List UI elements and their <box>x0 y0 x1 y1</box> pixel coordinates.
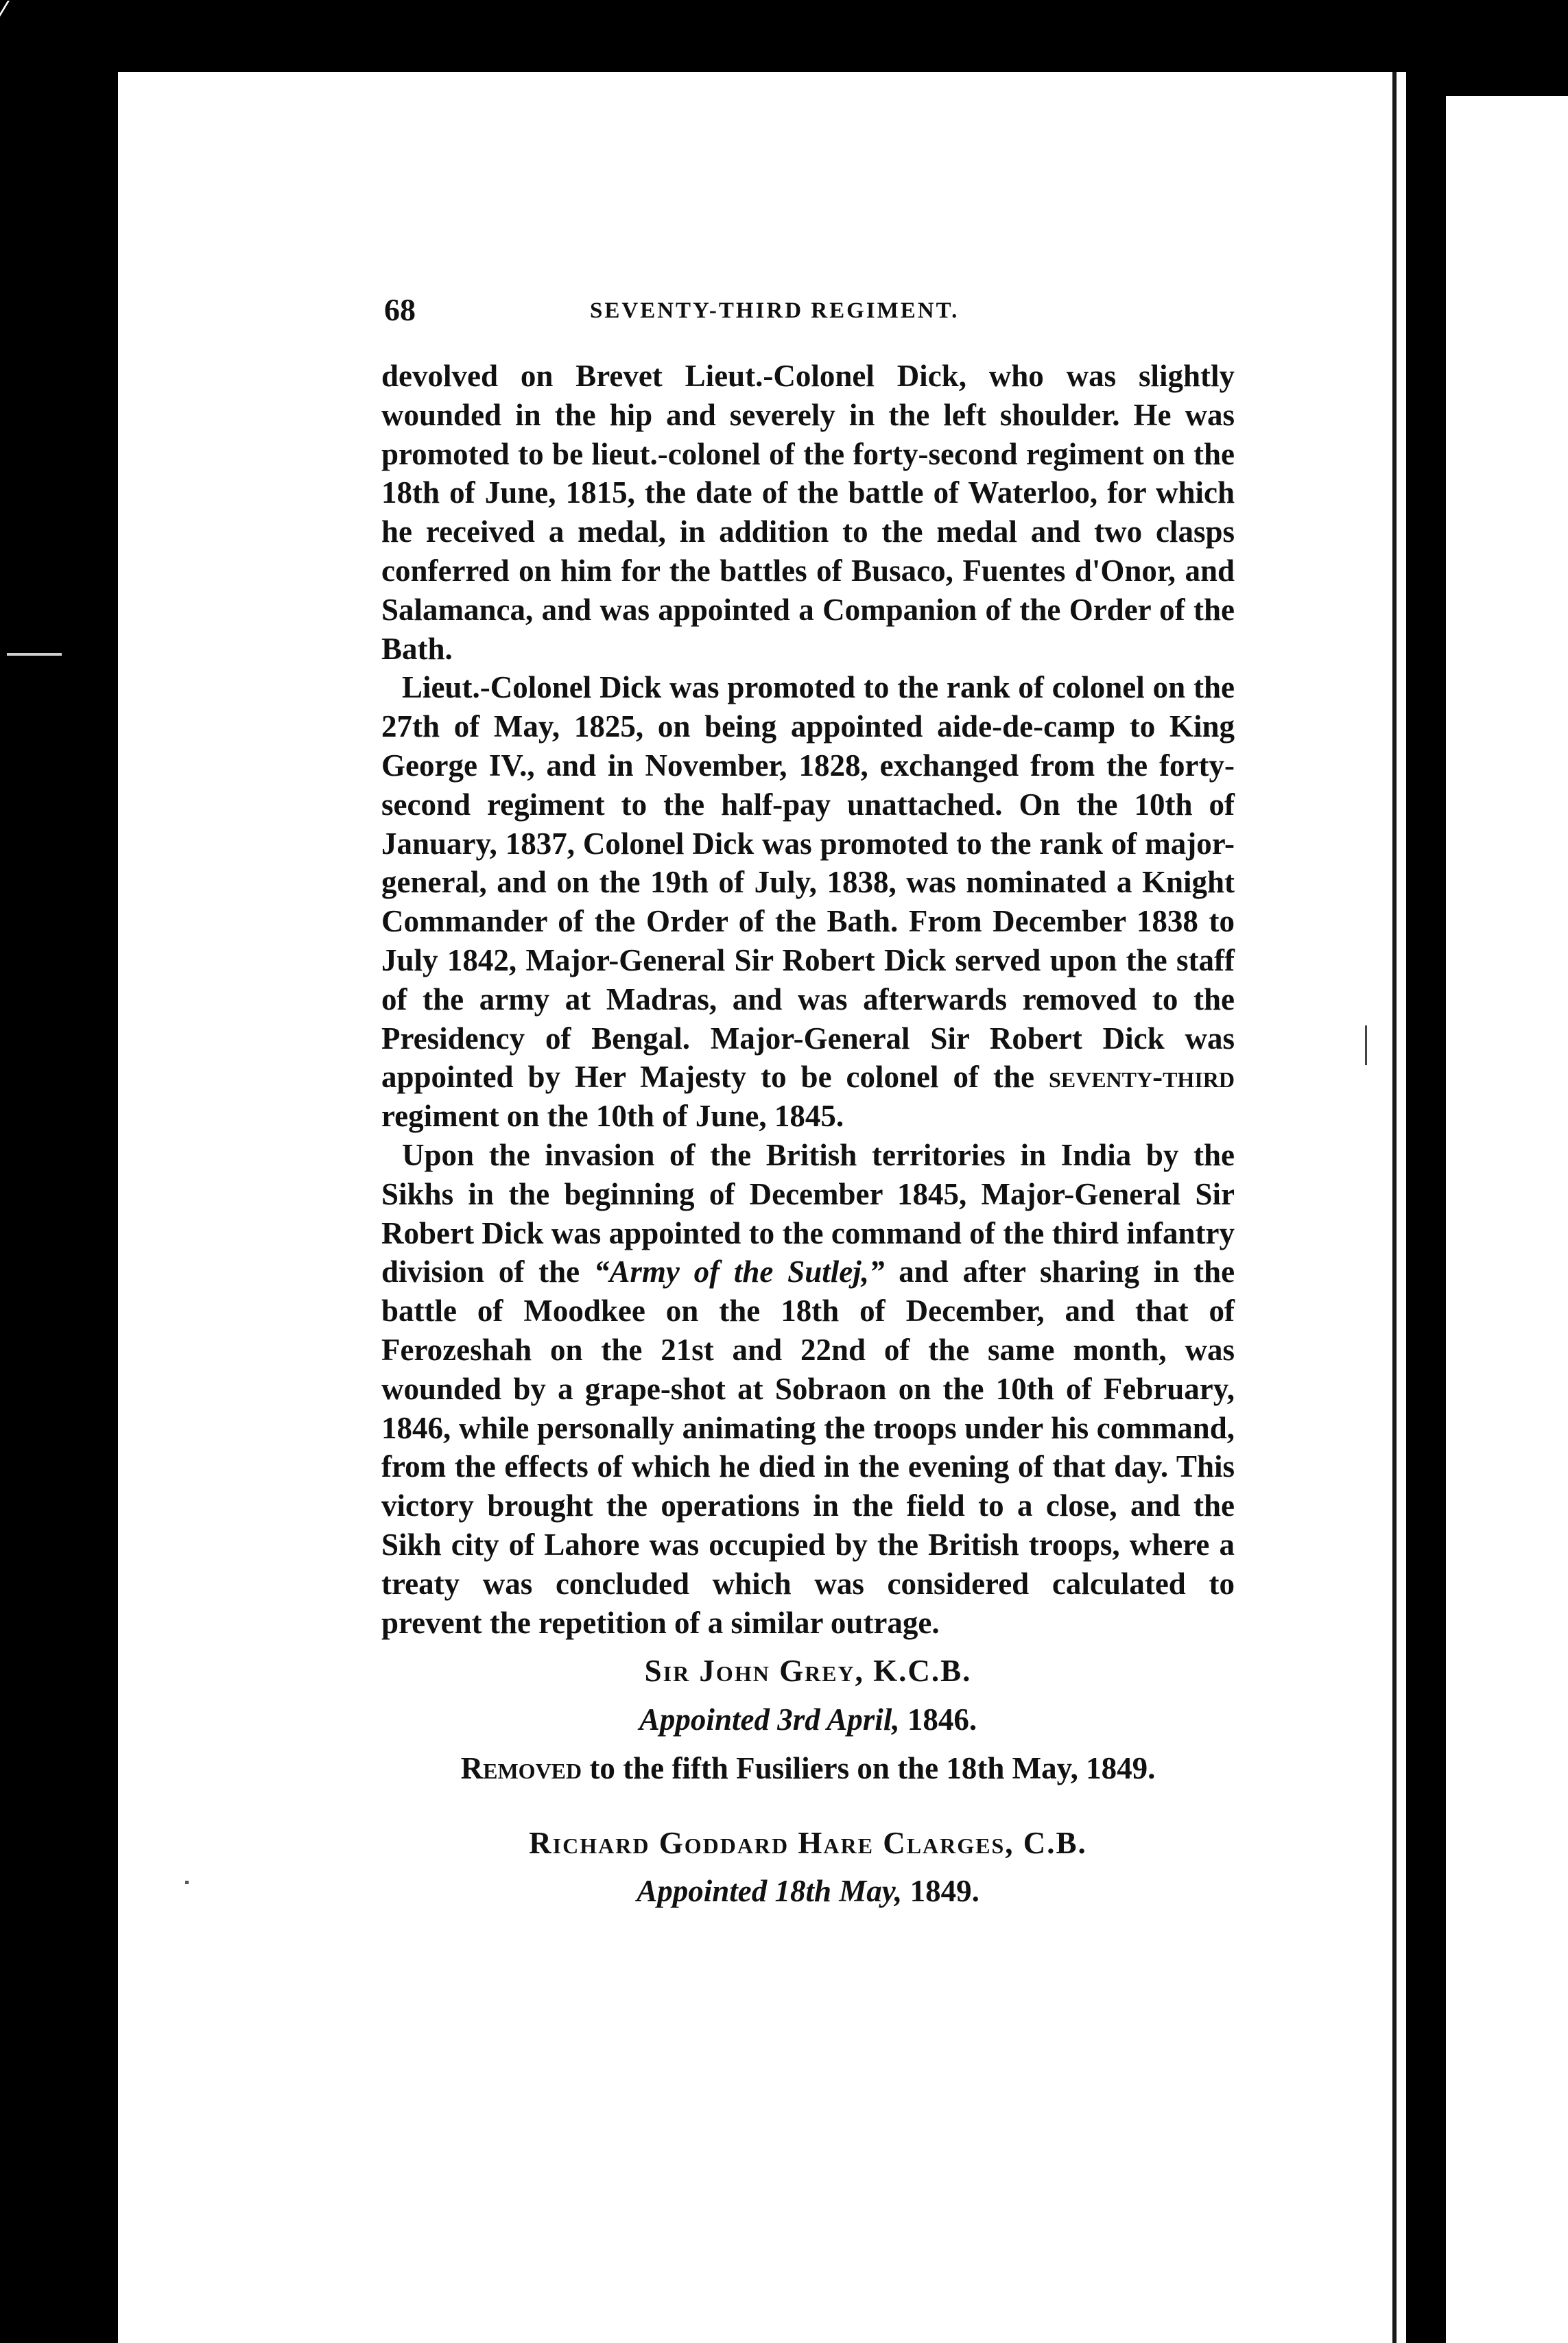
entry-1-removed <box>381 1749 1235 1788</box>
removed-text: to the fifth Fusiliers on the 18th May, 1849. <box>589 1750 1156 1785</box>
paragraph-1: devolved on Brevet Lieut.-Colonel Dick, who was slightly wounded in the hip and severely in the left shoulder. He was promoted to be lieut.-colonel of the forty-second regiment on the 18th of June, 1815, the date of the battle of Waterloo, for which he received a medal, in addition to the medal and two clasps conferred on him for the battles of Busaco, Fuentes d'Onor, and Salamanca, and was appointed a Companion of the Order of the Bath. <box>381 359 1235 666</box>
entry-1-name: Sir John Grey, K.C.B. <box>644 1654 972 1689</box>
entry-1-appointed-year: 1846. <box>907 1702 977 1737</box>
paragraph-3 <box>381 1136 1235 1642</box>
entry-1-appointed-date: Appointed 3rd April, <box>639 1702 900 1737</box>
page-header <box>384 292 1235 340</box>
adjacent-page-edge <box>1446 96 1568 2343</box>
page-number: 68 <box>384 292 416 327</box>
entry-2-name: Richard Goddard Hare Clarges, C.B. <box>529 1825 1087 1860</box>
army-name-italic: “Army of the Sutlej,” <box>593 1254 885 1289</box>
entry-2-appointed <box>381 1872 1235 1911</box>
margin-tick-mark <box>7 653 62 656</box>
spacer <box>381 1691 1235 1700</box>
entry-2-appointed-year: 1849. <box>910 1874 979 1909</box>
running-title: SEVENTY-THIRD REGIMENT. <box>590 298 960 323</box>
margin-mark <box>1365 1025 1367 1065</box>
removed-word: Removed <box>460 1750 582 1785</box>
paragraph-3-end: and after sharing in the battle of Moodkee on the 18th of December, and that of Ferozeshah on the 21st and 22nd of the same month, was wounded by a grape-shot at Sobraon on the 10th of February, 1846, while personally animating the troops under his command, from the effects of which he died in the evening of that day. This victory brought the operations in the field to a close, and the Sikh city of Lahore was occupied by the British troops, where a treaty was concluded which was considered calculated to prevent the repetition of a similar outrage. <box>381 1254 1235 1640</box>
margin-dot <box>185 1881 189 1884</box>
spacer <box>381 1788 1235 1824</box>
paragraph-2-end: regiment on the 10th of June, 1845. <box>381 1099 844 1134</box>
spacer <box>381 1739 1235 1749</box>
spacer <box>381 1642 1235 1652</box>
scan-corner-mark: ⁄ <box>0 0 5 28</box>
regiment-smallcaps: seventy-third <box>1048 1060 1235 1095</box>
entry-2-appointed-date: Appointed 18th May, <box>637 1874 903 1909</box>
paragraph-2 <box>381 668 1235 1136</box>
paragraph-2-text: Lieut.-Colonel Dick was promoted to the rank of colonel on the 27th of May, 1825, on being appointed aide-de-camp to King George IV., and in November, 1828, exchanged from the forty-second regiment to the half-pay unattached. On the 10th of January, 1837, Colonel Dick was promoted to the rank of major-general, and on the 19th of July, 1838, was nominated a Knight Commander of the Order of the Bath. From December 1838 to July 1842, Major-General Sir Robert Dick served upon the staff of the army at Madras, and was afterwards removed to the Presidency of Bengal. Major-General Sir Robert Dick was appointed by Her Majesty to be colonel of the <box>381 670 1235 1095</box>
spacer <box>381 1862 1235 1872</box>
entry-1-appointed <box>381 1700 1235 1739</box>
paragraph-3-text: Upon the invasion of the British territories in India by the Sikhs in the beginning of December 1845, Major-General Sir Robert Dick was appointed to the command of the third infantry division of the <box>381 1137 1235 1289</box>
page-text <box>381 357 1235 1911</box>
page-gutter-line <box>1392 72 1397 2343</box>
